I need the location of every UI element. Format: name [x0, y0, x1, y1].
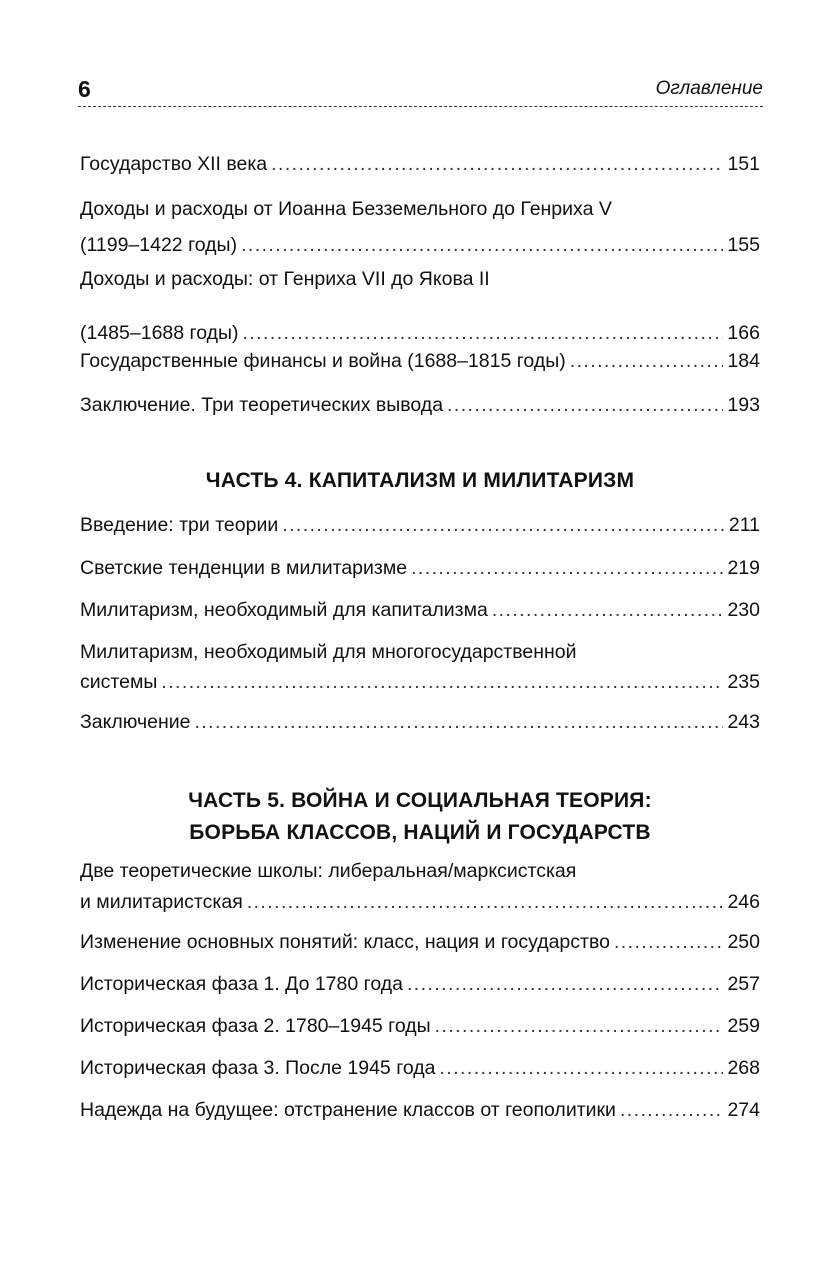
dot-leader: [411, 555, 723, 582]
dot-leader: [614, 929, 724, 956]
dot-leader: [620, 1097, 723, 1124]
toc-entry-page: 250: [727, 931, 760, 953]
dot-leader: [161, 669, 723, 696]
toc-entry-title: (1485–1688 годы): [80, 322, 239, 344]
dot-leader: [407, 971, 723, 998]
toc-entry-title: Светские тенденции в милитаризме: [80, 557, 408, 579]
running-header: [78, 74, 763, 107]
toc-entry-title: и милитаристская: [80, 891, 243, 913]
toc-entry: [80, 709, 760, 736]
dot-leader: [243, 320, 724, 347]
part-heading-line-2: БОРЬБА КЛАССОВ, НАЦИЙ И ГОСУДАРСТВ: [189, 821, 651, 844]
dot-leader: [271, 151, 723, 178]
toc-entry-page: 274: [727, 1099, 760, 1121]
toc-entry-title: Историческая фаза 3. После 1945 года: [80, 1057, 436, 1079]
dot-leader: [282, 512, 725, 539]
toc-entry-page: 246: [727, 891, 760, 913]
toc-entry-title: Государственные финансы и война (1688–1815 годы): [80, 350, 566, 372]
part-heading: ЧАСТЬ 4. КАПИТАЛИЗМ И МИЛИТАРИЗМ: [205, 469, 635, 492]
toc-entry-page: 155: [727, 234, 760, 256]
toc-entry-title: Историческая фаза 1. До 1780 года: [80, 973, 403, 995]
toc-entry-title: Милитаризм, необходимый для капитализма: [80, 599, 488, 621]
toc-entry: [80, 1013, 760, 1040]
dot-leader: [447, 392, 723, 419]
toc-entry-page: 166: [727, 322, 760, 344]
dot-leader: [570, 348, 724, 375]
toc-entry: [80, 555, 760, 582]
toc-entry: [80, 266, 760, 347]
toc-entry: [80, 512, 760, 539]
toc-entry: [80, 196, 760, 259]
toc-entry-title: системы: [80, 671, 158, 693]
dot-leader: [492, 597, 724, 624]
toc-entry-page: 268: [727, 1057, 760, 1079]
toc-entry: [80, 392, 760, 419]
toc-entry-title: Введение: три теории: [80, 514, 279, 536]
toc-entry-page: 230: [727, 599, 760, 621]
toc-entry-page: 235: [727, 671, 760, 693]
dot-leader: [247, 889, 724, 916]
dot-leader: [241, 232, 723, 259]
toc-entry-page: 193: [727, 394, 760, 416]
toc-entry-title: Надежда на будущее: отстранение классов от геополитики: [80, 1099, 616, 1121]
toc-entry-page: 243: [727, 711, 760, 733]
toc-entry: [80, 929, 760, 956]
toc-entry: [80, 639, 760, 696]
toc-entry: [80, 1055, 760, 1082]
toc-entry-page: 257: [727, 973, 760, 995]
dot-leader: [194, 709, 723, 736]
page-number: 6: [78, 76, 91, 102]
toc-entry-title: Историческая фаза 2. 1780–1945 годы: [80, 1015, 431, 1037]
toc-entry-title: Изменение основных понятий: класс, нация и государство: [80, 931, 610, 953]
toc-entry: [80, 1097, 760, 1124]
section-title: Оглавление: [655, 78, 763, 99]
toc-entry: [80, 348, 760, 375]
toc-entry-title-line: Доходы и расходы от Иоанна Безземельного до Генриха V: [80, 198, 612, 220]
toc-entry-page: 259: [727, 1015, 760, 1037]
toc-entry-title-line: Две теоретические школы: либеральная/марксистская: [80, 860, 577, 882]
toc-entry-title-line: Милитаризм, необходимый для многогосударственной: [80, 641, 577, 663]
toc-entry-page: 184: [727, 350, 760, 372]
toc-entry: [80, 971, 760, 998]
toc-entry-title: Государство XII века: [80, 153, 268, 175]
dot-leader: [435, 1013, 724, 1040]
toc-entry-page: 219: [727, 557, 760, 579]
toc-entry-title: (1199–1422 годы): [80, 234, 238, 256]
part-heading-line-1: ЧАСТЬ 5. ВОЙНА И СОЦИАЛЬНАЯ ТЕОРИЯ:: [188, 789, 652, 812]
toc-entry: [80, 597, 760, 624]
toc-entry-page: 211: [728, 514, 760, 536]
dot-leader: [440, 1055, 724, 1082]
toc-entry-title: Заключение. Три теоретических вывода: [80, 394, 444, 416]
toc-entry: [80, 151, 760, 178]
toc-entry-title: Заключение: [80, 711, 191, 733]
toc-entry-page: 151: [727, 153, 760, 175]
toc-entry-title-line: Доходы и расходы: от Генриха VII до Якова II: [80, 268, 490, 290]
toc-entry: [80, 858, 760, 916]
